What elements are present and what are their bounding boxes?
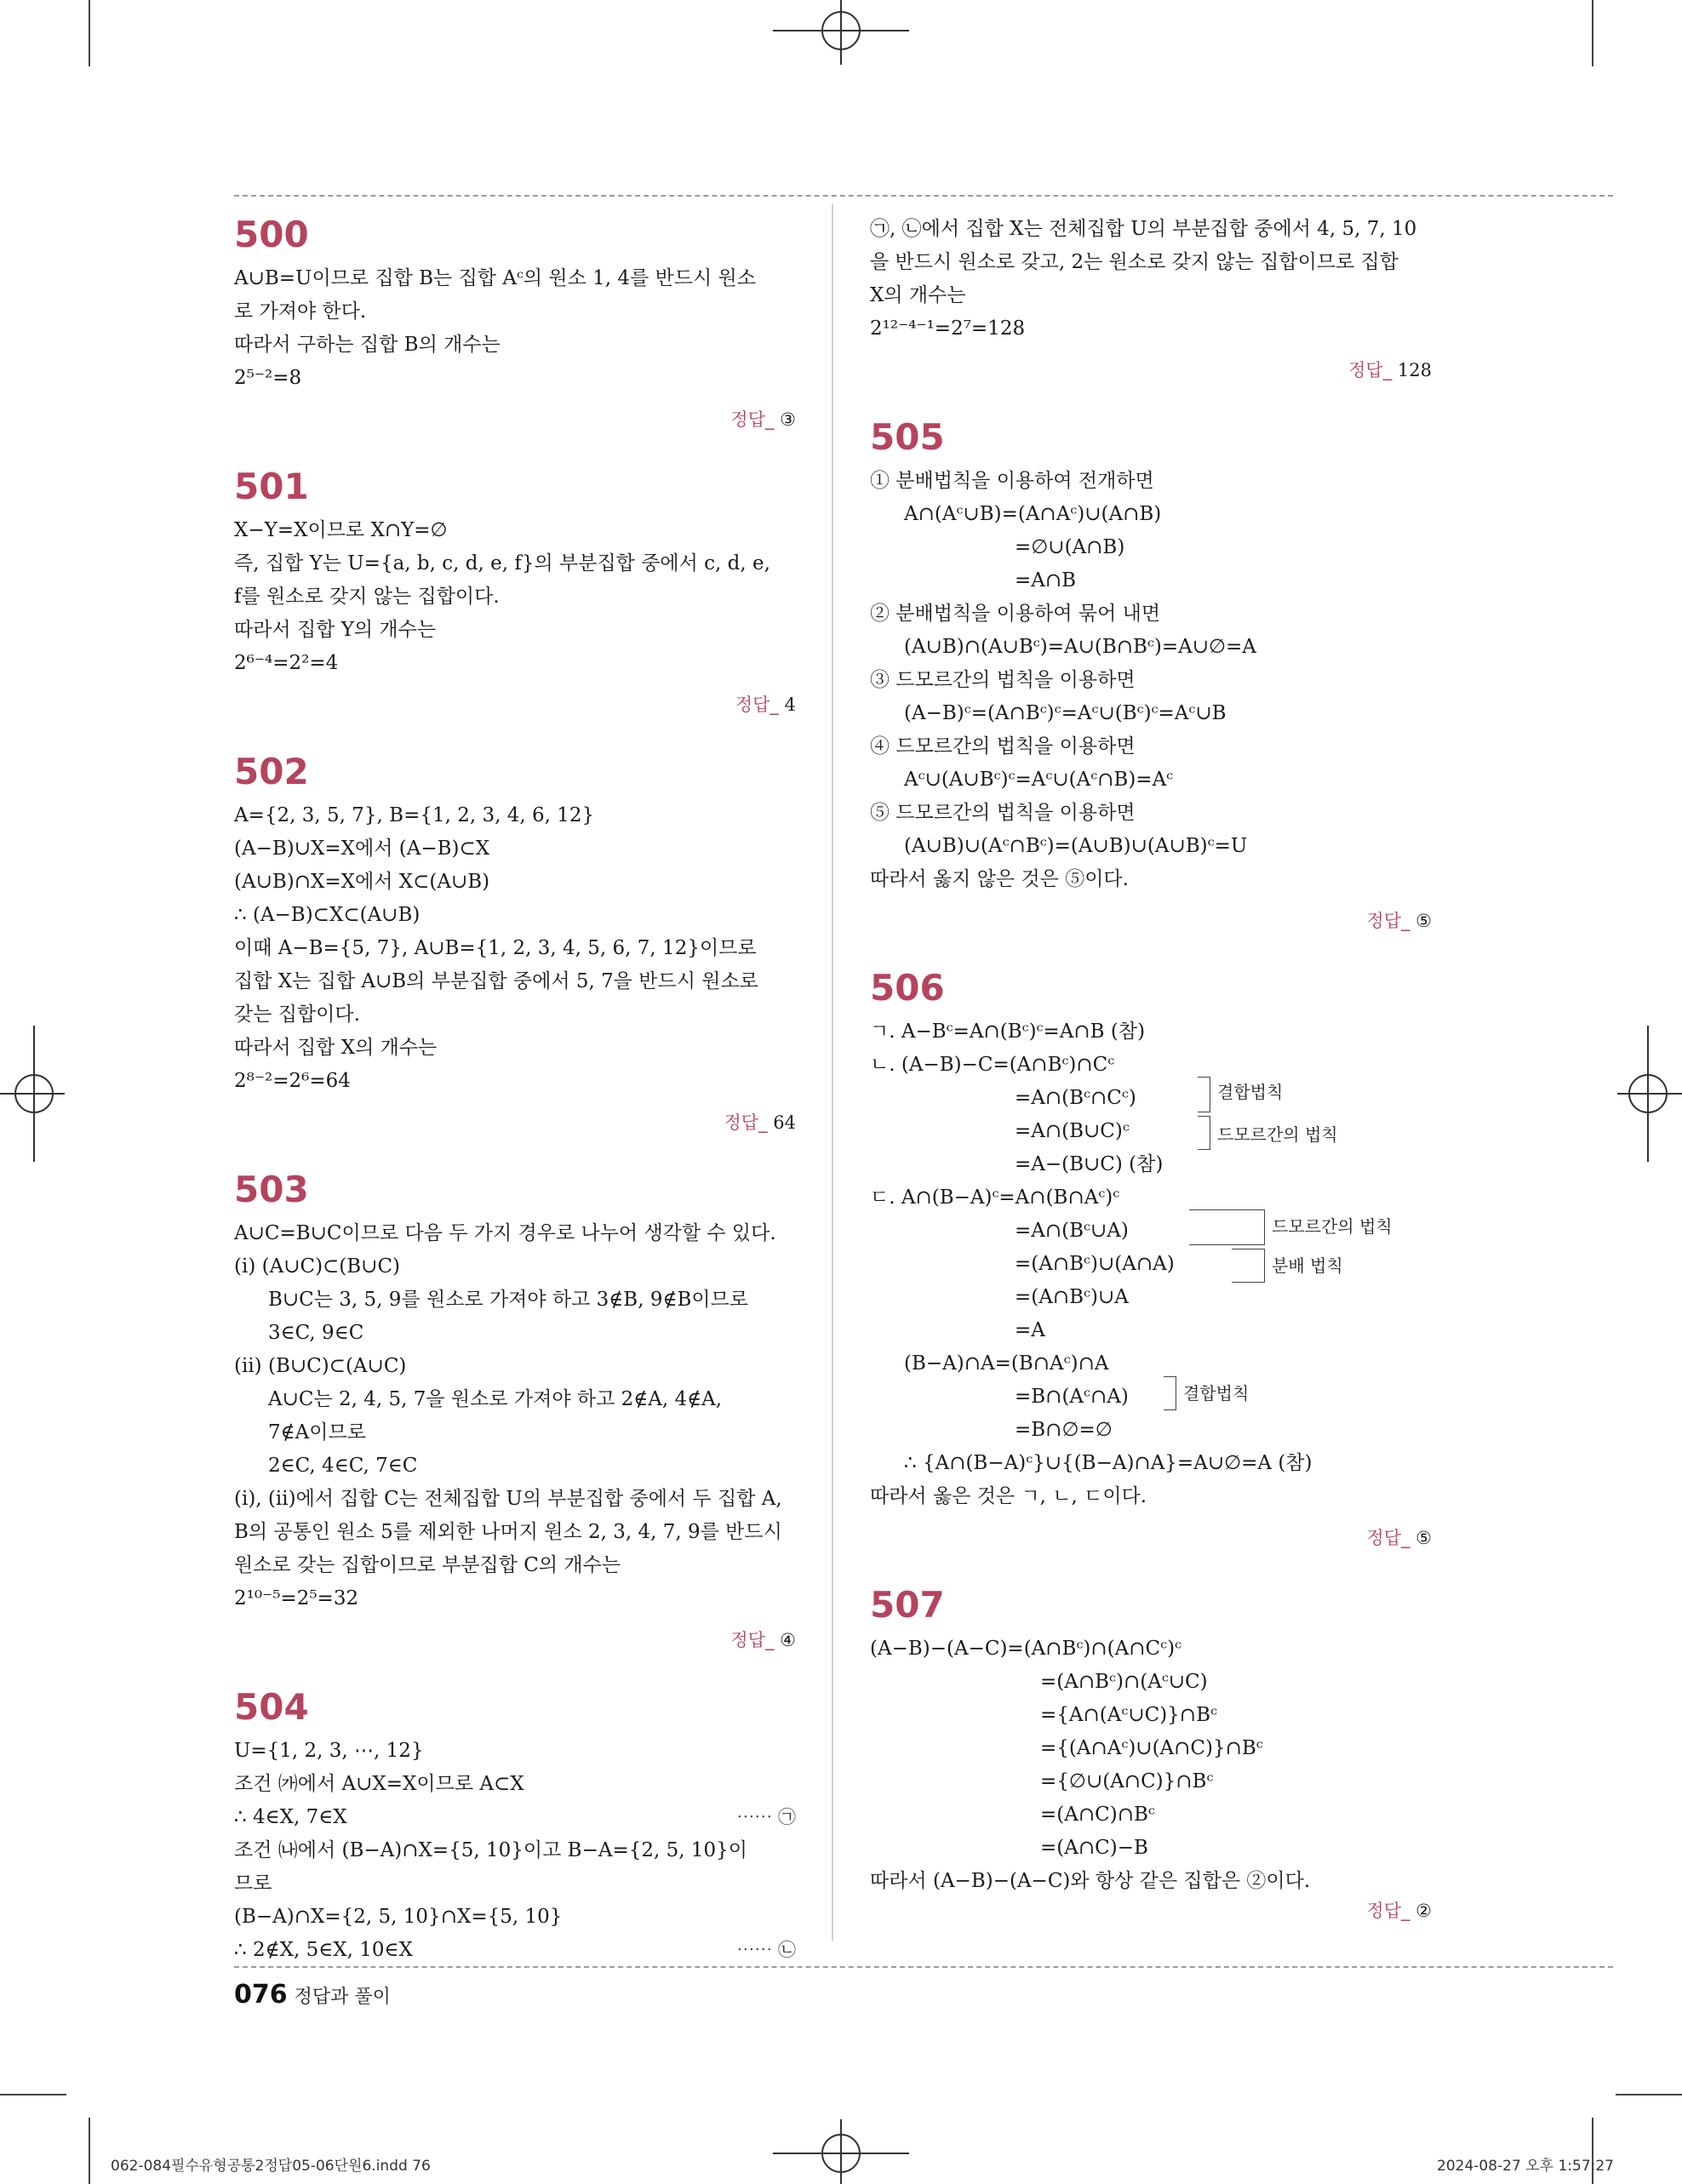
answer-label: 정답_ (730, 409, 775, 430)
solution-line: =A (1015, 1319, 1045, 1341)
solution-line: (B−A)∩A=(B∩Aᶜ)∩A (904, 1352, 1109, 1375)
bracket-line (1198, 1077, 1210, 1112)
crop-mark (89, 0, 90, 66)
problem-number: 507 (870, 1584, 945, 1626)
slug-filename: 062-084필수유형공통2정답05-06단원6.indd 76 (111, 2158, 431, 2175)
registration-mark-icon (773, 0, 909, 65)
problem-number: 501 (234, 466, 309, 507)
solution-line: 2∈C, 4∈C, 7∈C (268, 1455, 418, 1477)
answer (234, 407, 796, 432)
solution-line: 따라서 집합 X의 개수는 (234, 1037, 438, 1059)
solution-line: =(A∩Bᶜ)∪(A∩A) (1015, 1253, 1175, 1275)
solution-line: ㄱ. A−Bᶜ=A∩(Bᶜ)ᶜ=A∩B (참) (870, 1021, 1146, 1043)
answer-value: ④ (780, 1630, 796, 1650)
problem-504 (234, 1685, 796, 1967)
solution-line: =A∩(Bᶜ∩Cᶜ) (1015, 1087, 1136, 1109)
registration-mark-icon (773, 2119, 909, 2184)
problem-505 (870, 415, 1432, 934)
problem-500 (234, 213, 796, 432)
solution-line: 따라서 집합 Y의 개수는 (234, 619, 437, 641)
problem-number: 500 (234, 214, 309, 255)
solution-line: A∪B=U이므로 집합 B는 집합 Aᶜ의 원소 1, 4를 반드시 원소 (234, 267, 756, 289)
solution-line: ④ 드모르간의 법칙을 이용하면 (870, 735, 1136, 758)
solution-line: (ⅰ), (ⅱ)에서 집합 C는 전체집합 U의 부분집합 중에서 두 집합 A, (234, 1488, 782, 1510)
solution-line: ③ 드모르간의 법칙을 이용하면 (870, 669, 1136, 691)
solution-line: B의 공통인 원소 5를 제외한 나머지 원소 2, 3, 4, 7, 9를 반드시 (234, 1521, 782, 1543)
answer (870, 1898, 1432, 1924)
page-number: 076 (234, 1980, 288, 2010)
answer (870, 357, 1432, 383)
solution-line: ∴ {A∩(B−A)ᶜ}∪{(B−A)∩A}=A∪∅=A (참) (904, 1452, 1313, 1474)
problem-502 (234, 750, 796, 1135)
solution-line: f를 원소로 갖지 않는 집합이다. (234, 586, 500, 608)
solution-line: 집합 X는 집합 A∪B의 부분집합 중에서 5, 7을 반드시 원소로 (234, 970, 758, 992)
registration-mark-icon (1617, 1026, 1682, 1162)
answer-value: ⑤ (1416, 1528, 1432, 1548)
answer-value: ⑤ (1416, 911, 1432, 931)
solution-line: 따라서 옳은 것은 ㄱ, ㄴ, ㄷ이다. (870, 1485, 1147, 1507)
case-heading: (ⅰ) (A∪C)⊂(B∪C) (234, 1255, 401, 1278)
crop-mark (1592, 0, 1593, 66)
solution-text: ∴ 2∉X, 5∈X, 10∈X (234, 1939, 413, 1961)
solution-line: 므로 (234, 1872, 272, 1895)
crop-mark (0, 2094, 66, 2095)
problem-number: 506 (870, 967, 945, 1009)
answer-value: ② (1416, 1901, 1432, 1921)
column-divider (832, 204, 833, 1941)
answer-value: ③ (780, 409, 796, 430)
solution-line: 2⁸⁻²=2⁶=64 (234, 1070, 351, 1092)
answer (870, 908, 1432, 934)
solution-line: ={∅∪(A∩C)}∩Bᶜ (1040, 1770, 1214, 1792)
solution-line: 을 반드시 원소로 갖고, 2는 원소로 갖지 않는 집합이므로 집합 (870, 251, 1399, 273)
solution-line: ={(A∩Aᶜ)∪(A∩C)}∩Bᶜ (1040, 1737, 1263, 1759)
left-column (234, 213, 796, 1967)
solution-line: =(A∩Bᶜ)∩(Aᶜ∪C) (1040, 1671, 1208, 1693)
solution-text: ∴ 4∈X, 7∈X (234, 1806, 347, 1828)
answer-label: 정답_ (1366, 1528, 1410, 1548)
solution-line: 2⁵⁻²=8 (234, 367, 302, 389)
solution-line: U={1, 2, 3, ⋯, 12} (234, 1740, 424, 1762)
solution-line: (B−A)∩X={2, 5, 10}∩X={5, 10} (234, 1906, 563, 1928)
answer (234, 1627, 796, 1653)
solution-line: Aᶜ∪(A∪Bᶜ)ᶜ=Aᶜ∪(Aᶜ∩B)=Aᶜ (904, 769, 1174, 791)
solution-line: ㉠, ㉡에서 집합 X는 전체집합 U의 부분집합 중에서 4, 5, 7, 10 (870, 218, 1417, 240)
solution-line: (A−B)ᶜ=(A∩Bᶜ)ᶜ=Aᶜ∪(Bᶜ)ᶜ=Aᶜ∪B (904, 702, 1227, 724)
solution-line: =B∩∅=∅ (1015, 1419, 1113, 1441)
problem-501 (234, 465, 796, 718)
answer-label: 정답_ (724, 1112, 768, 1133)
registration-mark-icon (0, 1026, 65, 1162)
annotation-associative: 결합법칙 (1183, 1383, 1250, 1404)
solution-line: 조건 ㈎에서 A∪X=X이므로 A⊂X (234, 1773, 524, 1795)
page-title: 정답과 풀이 (294, 1987, 391, 2008)
solution-line: (A∪B)∪(Aᶜ∩Bᶜ)=(A∪B)∪(A∪B)ᶜ=U (904, 835, 1248, 857)
solution-line: A∪C는 2, 4, 5, 7을 원소로 가져야 하고 2∉A, 4∉A, (268, 1388, 723, 1410)
solution-line: =B∩(Aᶜ∩A) (1015, 1386, 1129, 1408)
solution-line: 따라서 (A−B)−(A−C)와 항상 같은 집합은 ②이다. (870, 1870, 1311, 1892)
solution-line: =A∩(B∪C)ᶜ (1015, 1120, 1130, 1142)
problem-506 (870, 966, 1432, 1551)
solution-line: ① 분배법칙을 이용하여 전개하면 (870, 470, 1154, 492)
solution-line (234, 1934, 796, 1967)
top-rule (234, 195, 1613, 197)
solution-line: A∪C=B∪C이므로 다음 두 가지 경우로 나누어 생각할 수 있다. (234, 1222, 776, 1244)
problem-number: 503 (234, 1169, 309, 1210)
solution-line: 3∈C, 9∈C (268, 1322, 364, 1344)
equation-ref: ⋯⋯ ㉠ (736, 1807, 796, 1827)
annotation-distributive: 분배 법칙 (1272, 1255, 1343, 1276)
crop-mark (1616, 2094, 1682, 2095)
annotation-demorgan: 드모르간의 법칙 (1217, 1124, 1338, 1145)
answer-value: 128 (1397, 360, 1432, 380)
right-column (870, 213, 1432, 1924)
bracket-line (1164, 1376, 1176, 1410)
solution-line: =A∩B (1015, 569, 1077, 592)
answer-label: 정답_ (735, 695, 779, 715)
solution-line: =(A∩C)−B (1040, 1837, 1148, 1859)
problem-number: 504 (234, 1686, 309, 1728)
answer (234, 692, 796, 718)
answer (234, 1110, 796, 1135)
solution-line: 갖는 집합이다. (234, 1003, 360, 1026)
answer-value: 4 (784, 695, 796, 715)
page-footer (234, 1980, 391, 2010)
answer-label: 정답_ (730, 1630, 775, 1650)
solution-line: A={2, 3, 5, 7}, B={1, 2, 3, 4, 6, 12} (234, 804, 595, 826)
annotation-associative: 결합법칙 (1217, 1082, 1284, 1102)
answer-label: 정답_ (1366, 911, 1410, 931)
bracket-line (1189, 1209, 1265, 1245)
solution-line: (A−B)−(A−C)=(A∩Bᶜ)∩(A∩Cᶜ)ᶜ (870, 1638, 1182, 1660)
solution-line: =A−(B∪C) (참) (1015, 1153, 1164, 1175)
solution-line: (A−B)∪X=X에서 (A−B)⊂X (234, 838, 490, 860)
solution-line: 2¹⁰⁻⁵=2⁵=32 (234, 1587, 359, 1609)
solution-line: 이때 A−B={5, 7}, A∪B={1, 2, 3, 4, 5, 6, 7, 12}이므로 (234, 937, 757, 959)
solution-line: =(A∩C)∩Bᶜ (1040, 1804, 1155, 1826)
problem-507 (870, 1583, 1432, 1924)
solution-line: ={A∩(Aᶜ∪C)}∩Bᶜ (1040, 1704, 1217, 1726)
solution-line: =A∩(Bᶜ∪A) (1015, 1220, 1129, 1242)
solution-line: 따라서 구하는 집합 B의 개수는 (234, 334, 501, 356)
solution-line: 조건 ㈏에서 (B−A)∩X={5, 10}이고 B−A={2, 5, 10}이 (234, 1839, 747, 1861)
solution-line: 따라서 옳지 않은 것은 ⑤이다. (870, 868, 1129, 890)
solution-line: X−Y=X이므로 X∩Y=∅ (234, 519, 448, 541)
solution-line: =∅∪(A∩B) (1015, 536, 1125, 558)
answer-label: 정답_ (1366, 1901, 1410, 1921)
solution-line: 7∉A이므로 (268, 1421, 366, 1444)
solution-line: B∪C는 3, 5, 9를 원소로 가져야 하고 3∉B, 9∉B이므로 (268, 1289, 749, 1311)
solution-line: (A∪B)∩(A∪Bᶜ)=A∪(B∩Bᶜ)=A∪∅=A (904, 636, 1256, 658)
solution-line: (A∪B)∩X=X에서 X⊂(A∪B) (234, 871, 490, 893)
answer-label: 정답_ (1348, 360, 1393, 380)
solution-line: 즉, 집합 Y는 U={a, b, c, d, e, f}의 부분집합 중에서 c, d, e, (234, 552, 770, 575)
annotation-demorgan: 드모르간의 법칙 (1272, 1216, 1393, 1237)
solution-line: ⑤ 드모르간의 법칙을 이용하면 (870, 802, 1136, 824)
solution-line: ∴ (A−B)⊂X⊂(A∪B) (234, 904, 420, 926)
problem-503 (234, 1168, 796, 1653)
crop-mark (89, 2118, 90, 2184)
equation-ref: ⋯⋯ ㉡ (736, 1940, 796, 1960)
answer-value: 64 (773, 1112, 796, 1133)
solution-line: ㄷ. A∩(B−A)ᶜ=A∩(B∩Aᶜ)ᶜ (870, 1186, 1120, 1209)
answer (870, 1525, 1432, 1551)
solution-line: ㄴ. (A−B)−C=(A∩Bᶜ)∩Cᶜ (870, 1054, 1115, 1076)
problem-504-continued (870, 213, 1432, 383)
problem-number: 502 (234, 751, 309, 792)
problem-number: 505 (870, 416, 945, 458)
solution-line: 로 가져야 한다. (234, 300, 367, 323)
bracket-line (1198, 1116, 1210, 1150)
solution-line: X의 개수는 (870, 284, 966, 306)
solution-line: =(A∩Bᶜ)∪A (1015, 1286, 1129, 1308)
case-heading: (ⅱ) (B∪C)⊂(A∪C) (234, 1355, 407, 1377)
solution-line: ② 분배법칙을 이용하여 묶어 내면 (870, 603, 1161, 625)
solution-line: 2¹²⁻⁴⁻¹=2⁷=128 (870, 317, 1026, 340)
solution-line (234, 1801, 796, 1834)
solution-line: 원소로 갖는 집합이므로 부분집합 C의 개수는 (234, 1554, 621, 1576)
solution-line: A∩(Aᶜ∪B)=(A∩Aᶜ)∪(A∩B) (904, 503, 1162, 525)
bracket-line (1232, 1249, 1265, 1283)
solution-line: 2⁶⁻⁴=2²=4 (234, 652, 339, 674)
slug-timestamp: 2024-08-27 오후 1:57:27 (1437, 2158, 1614, 2175)
